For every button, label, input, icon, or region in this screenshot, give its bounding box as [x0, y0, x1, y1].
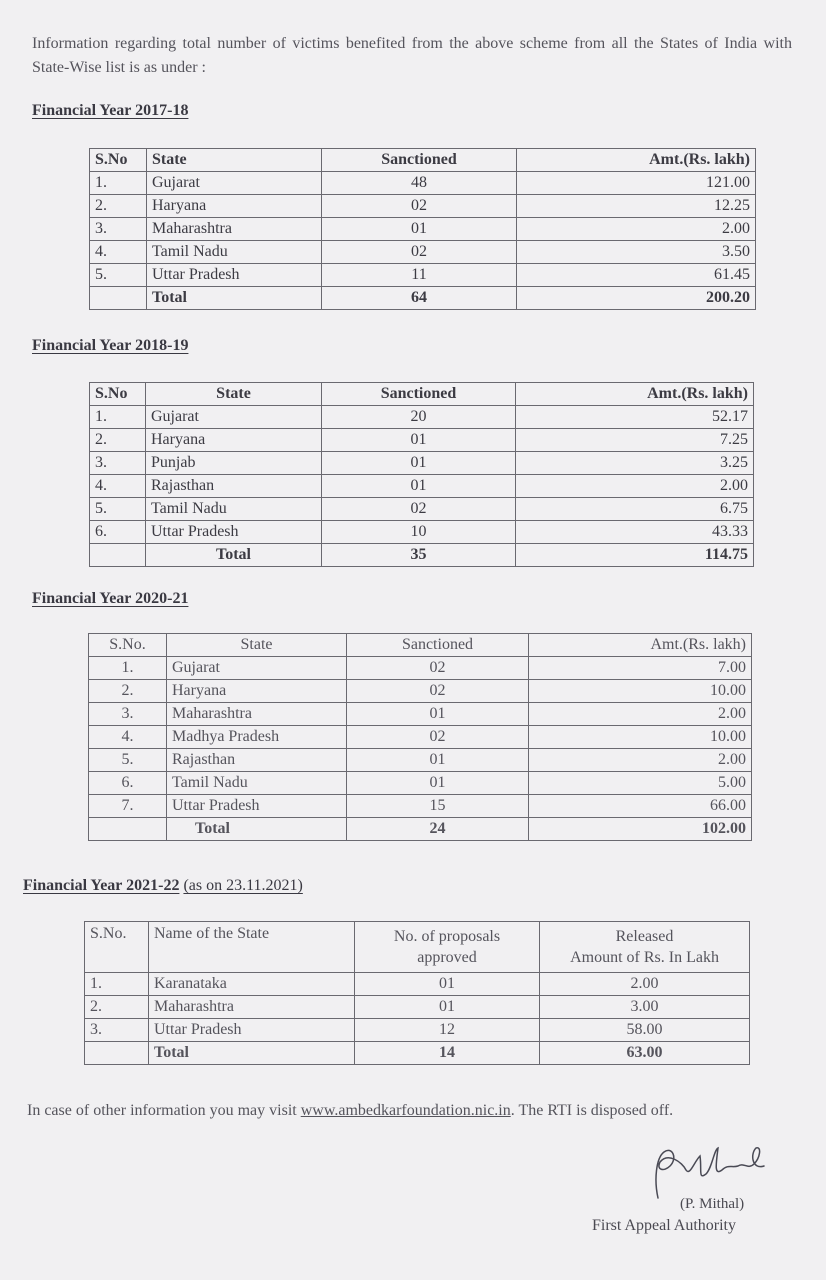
fy-2018-19-heading: Financial Year 2018-19: [32, 337, 189, 354]
cell-state: Gujarat: [167, 657, 347, 680]
cell-sno: 1.: [90, 172, 147, 195]
cell-sanctioned: 01: [355, 996, 540, 1019]
fy-2021-22-heading-title: Financial Year 2021-22: [23, 877, 180, 894]
fy-2017-18-table: [89, 148, 756, 310]
cell-sanctioned: 01: [322, 429, 516, 452]
cell-state: Tamil Nadu: [167, 772, 347, 795]
cell-amount: 3.50: [517, 241, 756, 264]
cell-state: Madhya Pradesh: [167, 726, 347, 749]
footer-note: [27, 1100, 772, 1122]
cell-sanctioned: 01: [347, 749, 529, 772]
table-row: [90, 264, 756, 287]
cell-empty: [90, 544, 146, 567]
cell-sanctioned: 20: [322, 406, 516, 429]
cell-empty: [85, 1042, 149, 1065]
total-amount: 63.00: [540, 1042, 750, 1065]
footer-link[interactable]: www.ambedkarfoundation.nic.in: [300, 1102, 511, 1119]
header-state: Name of the State: [149, 922, 355, 973]
header-state: State: [146, 383, 322, 406]
total-row: [90, 287, 756, 310]
cell-state: Uttar Pradesh: [167, 795, 347, 818]
cell-sno: 1.: [90, 406, 146, 429]
header-sno: S.No.: [85, 922, 149, 973]
cell-sanctioned: 02: [347, 726, 529, 749]
cell-sno: 2.: [90, 429, 146, 452]
cell-sno: 2.: [89, 680, 167, 703]
cell-state: Maharashtra: [167, 703, 347, 726]
signatory-name: (P. Mithal): [680, 1196, 745, 1212]
cell-state: Uttar Pradesh: [149, 1019, 355, 1042]
table-row: [89, 703, 752, 726]
table-row: [90, 521, 754, 544]
cell-sanctioned: 02: [322, 498, 516, 521]
total-amount: 200.20: [517, 287, 756, 310]
cell-amount: 2.00: [517, 218, 756, 241]
cell-amount: 2.00: [529, 749, 752, 772]
cell-amount: 3.25: [516, 452, 754, 475]
cell-amount: 121.00: [517, 172, 756, 195]
cell-sanctioned: 02: [322, 195, 517, 218]
fy-2021-22-table: [84, 921, 750, 1065]
cell-sanctioned: 02: [347, 657, 529, 680]
header-sanctioned: Sanctioned: [322, 149, 517, 172]
cell-sanctioned: 01: [322, 452, 516, 475]
cell-amount: 2.00: [516, 475, 754, 498]
cell-sno: 3.: [90, 218, 147, 241]
header-sno: S.No: [90, 149, 147, 172]
header-sanctioned: Sanctioned: [322, 383, 516, 406]
table-row: [90, 172, 756, 195]
header-amount: Amt.(Rs. lakh): [516, 383, 754, 406]
cell-amount: 58.00: [540, 1019, 750, 1042]
cell-amount: 3.00: [540, 996, 750, 1019]
cell-sno: 6.: [90, 521, 146, 544]
cell-empty: [89, 818, 167, 841]
cell-state: Uttar Pradesh: [146, 521, 322, 544]
cell-state: Tamil Nadu: [146, 498, 322, 521]
cell-sanctioned: 48: [322, 172, 517, 195]
cell-amount: 10.00: [529, 726, 752, 749]
cell-state: Haryana: [167, 680, 347, 703]
fy-2021-22-heading: [23, 877, 303, 895]
cell-amount: 5.00: [529, 772, 752, 795]
fy-2020-21-table: [88, 633, 752, 841]
cell-amount: 7.25: [516, 429, 754, 452]
table-row: [90, 195, 756, 218]
header-sno: S.No.: [89, 634, 167, 657]
cell-amount: 2.00: [529, 703, 752, 726]
header-amount: Amt.(Rs. lakh): [517, 149, 756, 172]
footer-text-before: In case of other information you may visit: [27, 1102, 301, 1119]
table-row: [90, 406, 754, 429]
total-row: [85, 1042, 750, 1065]
cell-sno: 7.: [89, 795, 167, 818]
header-proposals-line1: No. of proposals: [393, 928, 501, 945]
table-row: [90, 241, 756, 264]
cell-amount: 2.00: [540, 973, 750, 996]
fy-2017-18-heading: Financial Year 2017-18: [32, 102, 189, 119]
table-row: [85, 1019, 750, 1042]
table-row: [85, 973, 750, 996]
cell-sno: 4.: [89, 726, 167, 749]
table-row: [89, 749, 752, 772]
header-sanctioned: Sanctioned: [347, 634, 529, 657]
cell-sanctioned: 11: [322, 264, 517, 287]
cell-sno: 4.: [90, 241, 147, 264]
cell-amount: 43.33: [516, 521, 754, 544]
table-row: [90, 498, 754, 521]
total-label: Total: [147, 287, 322, 310]
signatory-title: First Appeal Authority: [592, 1217, 736, 1234]
cell-sanctioned: 01: [322, 475, 516, 498]
total-sanctioned: 24: [347, 818, 529, 841]
cell-sno: 5.: [90, 498, 146, 521]
cell-sanctioned: 01: [355, 973, 540, 996]
cell-state: Tamil Nadu: [147, 241, 322, 264]
cell-sno: 2.: [90, 195, 147, 218]
total-label: Total: [167, 818, 347, 841]
header-proposals-line2: approved: [417, 949, 477, 966]
cell-sno: 5.: [90, 264, 147, 287]
cell-sanctioned: 01: [347, 703, 529, 726]
cell-state: Haryana: [146, 429, 322, 452]
cell-sno: 3.: [90, 452, 146, 475]
table-row: [89, 680, 752, 703]
signature-mark: [648, 1140, 774, 1204]
fy-2020-21-heading: Financial Year 2020-21: [32, 590, 189, 607]
cell-state: Gujarat: [147, 172, 322, 195]
cell-sno: 3.: [89, 703, 167, 726]
cell-sanctioned: 02: [322, 241, 517, 264]
total-label: Total: [149, 1042, 355, 1065]
cell-sanctioned: 10: [322, 521, 516, 544]
table-row: [89, 795, 752, 818]
table-row: [90, 218, 756, 241]
cell-sno: 6.: [89, 772, 167, 795]
table-row: [90, 429, 754, 452]
header-released: [540, 922, 750, 973]
table-row: [89, 772, 752, 795]
table-header-row: [85, 922, 750, 973]
cell-sanctioned: 02: [347, 680, 529, 703]
header-state: State: [147, 149, 322, 172]
cell-amount: 10.00: [529, 680, 752, 703]
table-row: [89, 726, 752, 749]
cell-state: Uttar Pradesh: [147, 264, 322, 287]
header-sno: S.No: [90, 383, 146, 406]
cell-amount: 7.00: [529, 657, 752, 680]
header-proposals: [355, 922, 540, 973]
total-amount: 102.00: [529, 818, 752, 841]
cell-sno: 1.: [89, 657, 167, 680]
intro-text: Information regarding total number of victims benefited from the above scheme from all the States of India with State-Wise list is as under :: [32, 35, 792, 76]
table-row: [90, 475, 754, 498]
cell-sno: 1.: [85, 973, 149, 996]
cell-amount: 52.17: [516, 406, 754, 429]
table-row: [85, 996, 750, 1019]
table-header-row: [90, 149, 756, 172]
fy-2021-22-heading-note: (as on 23.11.2021): [183, 877, 303, 894]
cell-sanctioned: 15: [347, 795, 529, 818]
cell-state: Haryana: [147, 195, 322, 218]
cell-sno: 3.: [85, 1019, 149, 1042]
total-label: Total: [146, 544, 322, 567]
header-state: State: [167, 634, 347, 657]
cell-sno: 4.: [90, 475, 146, 498]
cell-amount: 12.25: [517, 195, 756, 218]
cell-sno: 2.: [85, 996, 149, 1019]
total-row: [90, 544, 754, 567]
cell-amount: 61.45: [517, 264, 756, 287]
cell-state: Gujarat: [146, 406, 322, 429]
header-released-line2: Amount of Rs. In Lakh: [570, 949, 719, 966]
table-header-row: [90, 383, 754, 406]
cell-sno: 5.: [89, 749, 167, 772]
cell-state: Rajasthan: [167, 749, 347, 772]
table-header-row: [89, 634, 752, 657]
cell-state: Punjab: [146, 452, 322, 475]
cell-state: Maharashtra: [147, 218, 322, 241]
header-amount: Amt.(Rs. lakh): [529, 634, 752, 657]
cell-sanctioned: 01: [347, 772, 529, 795]
total-row: [89, 818, 752, 841]
cell-state: Maharashtra: [149, 996, 355, 1019]
cell-sanctioned: 12: [355, 1019, 540, 1042]
fy-2018-19-table: [89, 382, 754, 567]
table-row: [90, 452, 754, 475]
total-sanctioned: 35: [322, 544, 516, 567]
total-amount: 114.75: [516, 544, 754, 567]
cell-amount: 66.00: [529, 795, 752, 818]
footer-text-after: . The RTI is disposed off.: [510, 1102, 674, 1119]
total-sanctioned: 14: [355, 1042, 540, 1065]
cell-sanctioned: 01: [322, 218, 517, 241]
header-released-line1: Released: [615, 928, 674, 945]
cell-state: Rajasthan: [146, 475, 322, 498]
total-sanctioned: 64: [322, 287, 517, 310]
cell-state: Karanataka: [149, 973, 355, 996]
table-row: [89, 657, 752, 680]
cell-amount: 6.75: [516, 498, 754, 521]
cell-empty: [90, 287, 147, 310]
